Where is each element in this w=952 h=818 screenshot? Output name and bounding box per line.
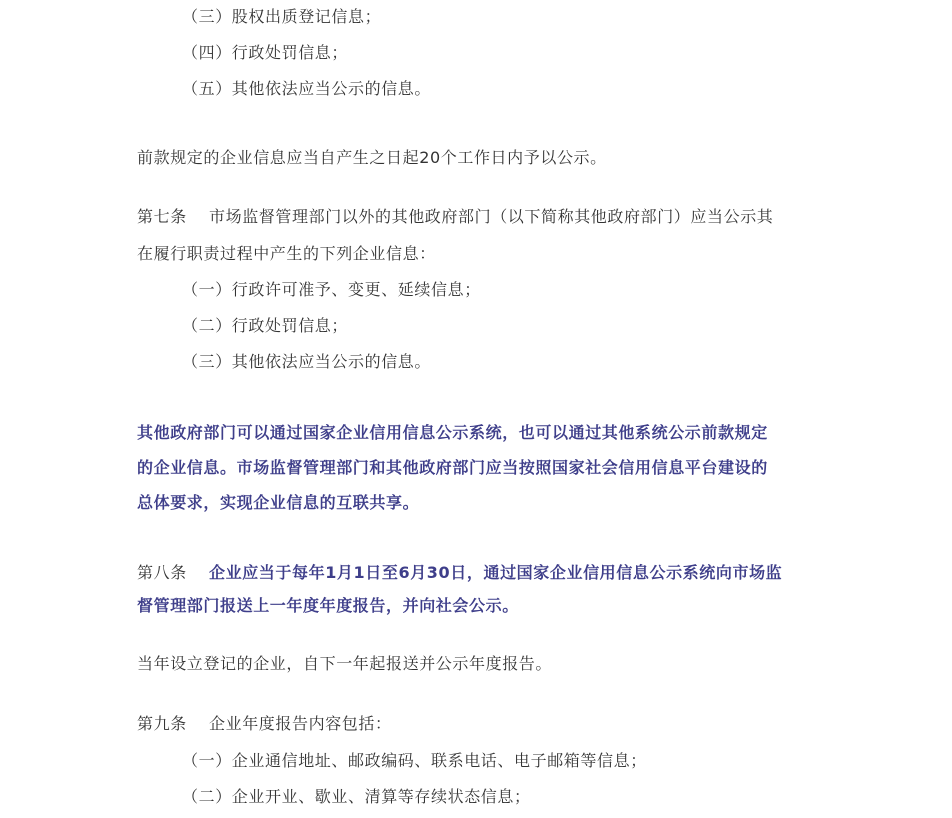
list-item: （一）行政许可准予、变更、延续信息； xyxy=(182,280,481,299)
article-number: 第七条 xyxy=(137,207,187,226)
article-number: 第八条 xyxy=(137,563,187,582)
article-8-line-1 xyxy=(137,563,782,583)
bold-paragraph-line-2: 的企业信息。市场监督管理部门和其他政府部门应当按照国家社会信用信息平台建设的 xyxy=(137,458,768,477)
list-item: （二）企业开业、歇业、清算等存续状态信息； xyxy=(182,787,531,806)
list-item: （三）其他依法应当公示的信息。 xyxy=(182,352,432,371)
article-7-line-1 xyxy=(137,207,773,227)
list-item: （一）企业通信地址、邮政编码、联系电话、电子邮箱等信息； xyxy=(182,751,647,770)
list-item: （四）行政处罚信息； xyxy=(182,43,349,62)
list-item: （三）股权出质登记信息； xyxy=(182,7,382,26)
article-7-line-2: 在履行职责过程中产生的下列企业信息： xyxy=(137,244,436,263)
article-number: 第九条 xyxy=(137,714,187,733)
article-8-line-2: 督管理部门报送上一年度年度报告，并向社会公示。 xyxy=(137,596,519,615)
bold-paragraph-line-3: 总体要求，实现企业信息的互联共享。 xyxy=(137,493,420,512)
article-text: 企业应当于每年1月1日至6月30日，通过国家企业信用信息公示系统向市场监 xyxy=(209,563,783,582)
article-text: 企业年度报告内容包括： xyxy=(209,714,392,733)
list-item: （五）其他依法应当公示的信息。 xyxy=(182,79,432,98)
bold-paragraph-line-1: 其他政府部门可以通过国家企业信用信息公示系统，也可以通过其他系统公示前款规定 xyxy=(137,423,768,442)
article-text: 市场监督管理部门以外的其他政府部门（以下简称其他政府部门）应当公示其 xyxy=(209,207,774,226)
article-9-line-1 xyxy=(137,714,392,734)
paragraph: 前款规定的企业信息应当自产生之日起20个工作日内予以公示。 xyxy=(137,148,607,167)
list-item: （二）行政处罚信息； xyxy=(182,316,349,335)
paragraph: 当年设立登记的企业，自下一年起报送并公示年度报告。 xyxy=(137,654,553,673)
